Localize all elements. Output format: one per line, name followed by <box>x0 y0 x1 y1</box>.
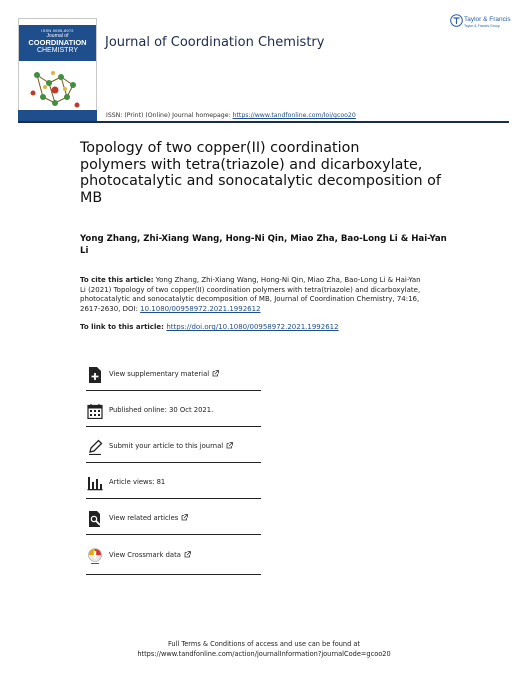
related-articles-row[interactable] <box>86 506 261 544</box>
submit-article-row[interactable] <box>86 434 261 472</box>
row-divider <box>86 498 261 499</box>
publisher-name: Taylor & Francis <box>464 16 511 23</box>
cover-title-line3: CHEMISTRY <box>36 47 79 54</box>
article-title: Topology of two copper(II) coordination polymers with tetra(triazole) and dicarboxylate, photocatalytic and sonocatalytic decomposition of MB <box>80 140 441 206</box>
action-label: Published online: 30 Oct 2021. <box>109 406 214 414</box>
action-label: View related articles <box>109 514 179 522</box>
bar-chart-icon <box>87 475 103 491</box>
terms-footer <box>0 640 528 659</box>
publisher-tagline: Taylor & Francis Group <box>464 24 500 28</box>
row-divider <box>86 534 261 535</box>
action-label: View supplementary material <box>109 370 210 378</box>
external-link-icon <box>226 442 233 449</box>
citation-label: To cite this article: <box>80 276 154 284</box>
cover-title-band <box>19 25 96 61</box>
row-divider <box>86 574 261 575</box>
publisher-logo-icon <box>450 14 463 27</box>
citation-doi-link[interactable]: 10.1080/00958972.2021.1992612 <box>140 304 261 313</box>
row-divider <box>86 426 261 427</box>
footer-terms-text: Full Terms & Conditions of access and use can be found at <box>167 640 361 648</box>
citation-block <box>80 276 460 314</box>
calendar-icon <box>87 403 103 419</box>
action-label: View Crossmark data <box>109 551 181 559</box>
crossmark-row[interactable] <box>86 543 261 581</box>
link-label: To link to this article: <box>80 323 167 331</box>
journal-cover-image <box>18 18 97 120</box>
issn-line <box>106 112 356 119</box>
external-link-icon <box>181 514 188 521</box>
journal-homepage-link[interactable]: https://www.tandfonline.com/loi/gcoo20 <box>232 112 356 119</box>
article-views-row <box>86 470 261 508</box>
doi-url-link[interactable]: https://doi.org/10.1080/00958972.2021.1992612 <box>166 323 339 331</box>
journal-title[interactable]: Journal of Coordination Chemistry <box>105 35 325 50</box>
pencil-icon <box>87 439 103 455</box>
action-label: Article views: 81 <box>109 478 166 486</box>
citation-text: Yong Zhang, Zhi-Xiang Wang, Hong-Ni Qin, Miao Zha, Bao-Long Li & Hai-Yan Li (2021) Topology of two copper(II) coordination polymers with tetra(triazole) and dicarboxylate, photocatalytic and sonocatalytic decomposition of MB, Journal of Coordination Chemistry, 74:16, 2617-2630, DOI: <box>80 276 421 313</box>
external-link-icon <box>184 551 191 558</box>
cover-title-line1: Journal of <box>46 33 69 39</box>
issn-label: ISSN: (Print) (Online) Journal homepage: <box>106 112 233 119</box>
article-link-line <box>80 323 339 331</box>
cover-molecule-illustration <box>27 65 87 115</box>
supplementary-material-row[interactable] <box>86 362 261 400</box>
action-label: Submit your article to this journal <box>109 442 224 450</box>
header-divider <box>18 121 509 123</box>
published-online-row <box>86 398 261 436</box>
footer-terms-link[interactable]: https://www.tandfonline.com/action/journalInformation?journalCode=gcoo20 <box>137 649 391 658</box>
article-authors: Yong Zhang, Zhi-Xiang Wang, Hong-Ni Qin, Miao Zha, Bao-Long Li & Hai-Yan Li <box>80 234 447 256</box>
cover-small-text: ISSN 0095-8972 <box>41 28 74 33</box>
row-divider <box>86 462 261 463</box>
plus-document-icon <box>87 367 103 383</box>
cover-title-line2: COORDINATION <box>28 38 87 47</box>
magnifier-document-icon <box>87 511 103 527</box>
crossmark-icon <box>87 548 103 564</box>
external-link-icon <box>212 370 219 377</box>
row-divider <box>86 390 261 391</box>
